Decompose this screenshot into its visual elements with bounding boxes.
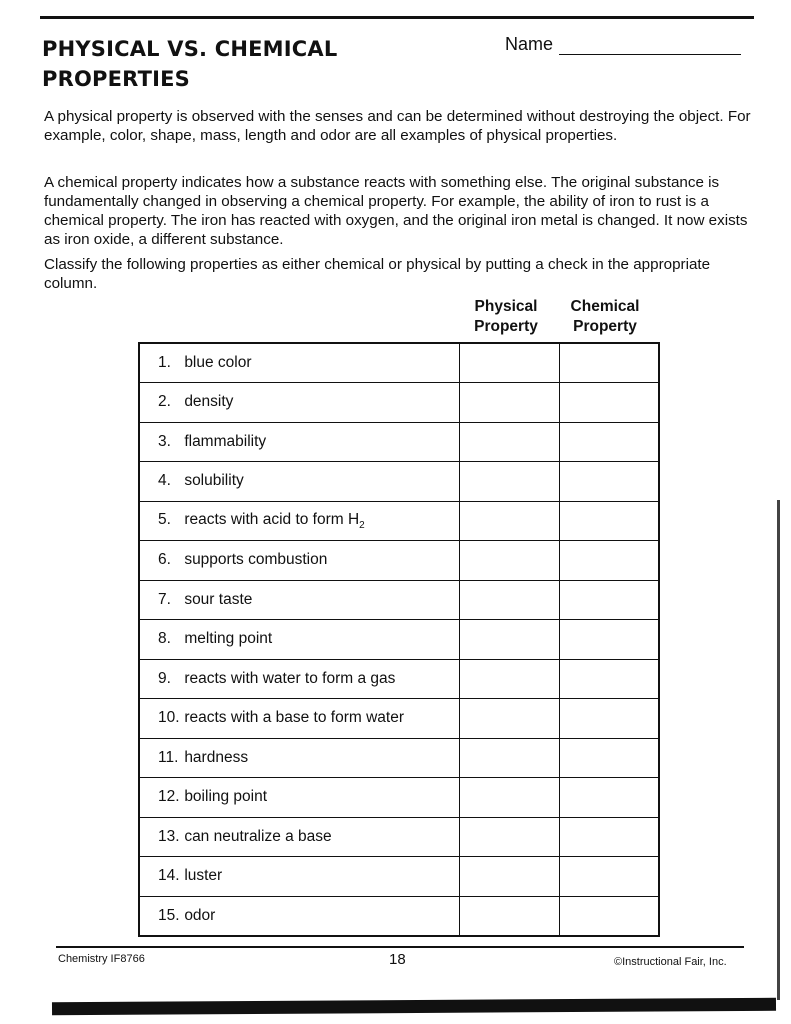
chemical-check-cell[interactable] bbox=[559, 383, 659, 423]
row-number: 4. bbox=[158, 472, 171, 490]
property-cell bbox=[139, 778, 459, 818]
property-text: reacts with a base to form water bbox=[184, 709, 404, 727]
chemical-check-cell[interactable] bbox=[559, 896, 659, 936]
row-number: 12. bbox=[158, 788, 180, 806]
physical-check-cell[interactable] bbox=[459, 343, 559, 383]
property-cell bbox=[139, 738, 459, 778]
property-cell bbox=[139, 383, 459, 423]
footer-rule bbox=[56, 946, 744, 948]
property-cell bbox=[139, 659, 459, 699]
row-number: 9. bbox=[158, 669, 171, 687]
row-number: 6. bbox=[158, 551, 171, 569]
physical-check-cell[interactable] bbox=[459, 462, 559, 502]
physical-check-cell[interactable] bbox=[459, 896, 559, 936]
property-text: flammability bbox=[184, 432, 267, 450]
row-number: 7. bbox=[158, 590, 171, 608]
table-row bbox=[139, 620, 659, 660]
property-text: solubility bbox=[184, 472, 244, 490]
physical-check-cell[interactable] bbox=[459, 738, 559, 778]
physical-check-cell[interactable] bbox=[459, 659, 559, 699]
chemical-check-cell[interactable] bbox=[559, 541, 659, 581]
table-row bbox=[139, 501, 659, 541]
row-number: 10. bbox=[158, 709, 180, 727]
physical-check-cell[interactable] bbox=[459, 580, 559, 620]
table-row bbox=[139, 896, 659, 936]
row-number: 15. bbox=[158, 906, 180, 924]
instructions: Classify the following properties as either chemical or physical by putting a check in the appropriate column. bbox=[44, 256, 711, 292]
property-cell bbox=[139, 857, 459, 897]
physical-check-cell[interactable] bbox=[459, 857, 559, 897]
footer-copyright: ©Instructional Fair, Inc. bbox=[614, 956, 727, 968]
chemical-header-line-2: Property bbox=[573, 318, 637, 335]
property-text: density bbox=[184, 393, 234, 411]
property-cell bbox=[139, 896, 459, 936]
row-number: 1. bbox=[158, 354, 171, 371]
chemical-check-cell[interactable] bbox=[559, 778, 659, 818]
chemical-check-cell[interactable] bbox=[559, 857, 659, 897]
table-row bbox=[139, 778, 659, 818]
physical-check-cell[interactable] bbox=[459, 422, 559, 462]
name-label: Name bbox=[505, 34, 554, 54]
chemical-column-header bbox=[545, 297, 665, 337]
title-line-1: PHYSICAL VS. CHEMICAL bbox=[42, 37, 338, 61]
chemical-check-cell[interactable] bbox=[559, 620, 659, 660]
property-text: boiling point bbox=[184, 788, 268, 806]
property-text: supports combustion bbox=[184, 551, 328, 569]
physical-check-cell[interactable] bbox=[459, 817, 559, 857]
table-row bbox=[139, 738, 659, 778]
physical-check-cell[interactable] bbox=[459, 620, 559, 660]
property-text: odor bbox=[184, 906, 216, 924]
name-field bbox=[505, 34, 741, 55]
top-rule bbox=[40, 16, 754, 19]
chemical-check-cell[interactable] bbox=[559, 659, 659, 699]
properties-table bbox=[138, 342, 660, 937]
physical-check-cell[interactable] bbox=[459, 383, 559, 423]
chemical-check-cell[interactable] bbox=[559, 580, 659, 620]
scan-edge bbox=[777, 500, 780, 1000]
chemical-check-cell[interactable] bbox=[559, 699, 659, 739]
intro-physical: A physical property is observed with the senses and can be determined without destroying the object. For example, color, shape, mass, length and odor are all examples of physical properties. bbox=[44, 108, 751, 144]
physical-header-line-1: Physical bbox=[474, 298, 538, 315]
property-cell bbox=[139, 501, 459, 541]
table-row bbox=[139, 422, 659, 462]
row-number: 13. bbox=[158, 827, 180, 845]
chemical-check-cell[interactable] bbox=[559, 817, 659, 857]
property-cell bbox=[139, 343, 459, 383]
subscript: 2 bbox=[359, 519, 365, 531]
property-cell bbox=[139, 422, 459, 462]
table-row bbox=[139, 659, 659, 699]
row-number: 14. bbox=[158, 867, 180, 885]
property-text: reacts with acid to form H bbox=[184, 510, 360, 528]
physical-check-cell[interactable] bbox=[459, 699, 559, 739]
chemical-check-cell[interactable] bbox=[559, 501, 659, 541]
physical-header-line-2: Property bbox=[474, 318, 538, 335]
title-line-2: PROPERTIES bbox=[42, 67, 190, 91]
chemical-header-line-1: Chemical bbox=[570, 298, 640, 315]
worksheet-title bbox=[42, 34, 337, 94]
row-number: 5. bbox=[158, 510, 171, 528]
chemical-check-cell[interactable] bbox=[559, 462, 659, 502]
table-row bbox=[139, 343, 659, 383]
chemical-check-cell[interactable] bbox=[559, 422, 659, 462]
property-text: sour taste bbox=[184, 590, 253, 608]
property-cell bbox=[139, 620, 459, 660]
property-cell bbox=[139, 699, 459, 739]
property-cell bbox=[139, 541, 459, 581]
intro-chemical: A chemical property indicates how a substance reacts with something else. The original substance is fundamentally changed in observing a chemical property. For example, the ability of iron to rust is a chemical property. The iron has reacted with oxygen, and the original iron metal is changed. It now exists as iron oxide, a different substance. bbox=[44, 174, 748, 248]
property-text: reacts with water to form a gas bbox=[184, 669, 396, 687]
chemical-check-cell[interactable] bbox=[559, 343, 659, 383]
physical-check-cell[interactable] bbox=[459, 541, 559, 581]
row-number: 2. bbox=[158, 393, 171, 411]
table-row bbox=[139, 699, 659, 739]
property-cell bbox=[139, 462, 459, 502]
property-text: hardness bbox=[184, 748, 249, 766]
row-number: 11. bbox=[158, 748, 179, 766]
row-number: 8. bbox=[158, 630, 171, 648]
table-row bbox=[139, 462, 659, 502]
page-number: 18 bbox=[389, 951, 406, 968]
table-row bbox=[139, 580, 659, 620]
physical-check-cell[interactable] bbox=[459, 501, 559, 541]
table-row bbox=[139, 857, 659, 897]
property-text: luster bbox=[184, 867, 223, 885]
property-text: melting point bbox=[184, 630, 273, 648]
property-text: can neutralize a base bbox=[184, 827, 332, 845]
property-cell bbox=[139, 817, 459, 857]
table-row bbox=[139, 817, 659, 857]
property-text: blue color bbox=[184, 354, 252, 371]
table-row bbox=[139, 541, 659, 581]
property-cell bbox=[139, 580, 459, 620]
chemical-check-cell[interactable] bbox=[559, 738, 659, 778]
row-number: 3. bbox=[158, 432, 171, 450]
table-row bbox=[139, 383, 659, 423]
name-blank[interactable] bbox=[559, 35, 741, 55]
physical-check-cell[interactable] bbox=[459, 778, 559, 818]
footer-book-code: Chemistry IF8766 bbox=[58, 953, 145, 965]
scan-bottom-bar bbox=[52, 998, 776, 1015]
